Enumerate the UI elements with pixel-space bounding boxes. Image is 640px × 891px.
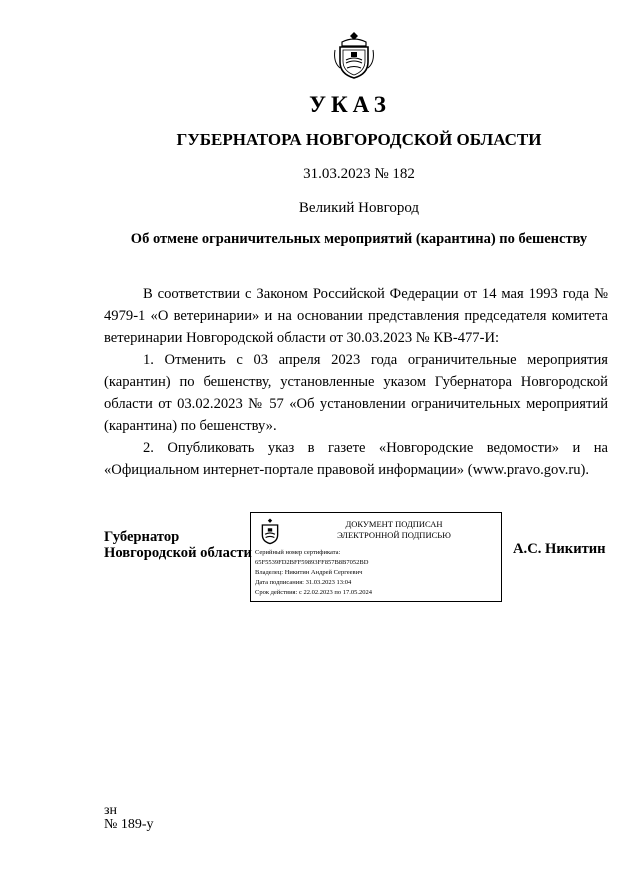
signatory-name: А.С. Никитин xyxy=(513,541,606,557)
coat-of-arms-icon xyxy=(332,30,376,80)
body-paragraph: В соответствии с Законом Российской Федерации от 14 мая 1993 года № 4979-1 «О ветеринарии» и на основании представления председателя комитета ветеринарии Новгородской области от 30.03.2023 № КВ-477-И: xyxy=(104,286,608,346)
document-title: УКАЗ xyxy=(309,92,391,117)
signatory-position-line1: Губернатор xyxy=(104,529,180,545)
document-footer xyxy=(104,804,154,832)
stamp-cert-number: 65F5539FD2BFF59893FF857B8B7052BD xyxy=(255,559,369,566)
body-paragraph: 1. Отменить с 03 апреля 2023 года ограничительные мероприятия (карантин) по бешенству, установленные указом Губернатора Новгородской области от 03.02.2023 № 57 «Об установлении ограничительных мероприятий (карантина) по бешенству». xyxy=(104,352,608,434)
signatory-position-line2: Новгородской области xyxy=(104,545,252,561)
footer-reference: № 189-у xyxy=(104,817,154,832)
body-paragraph: 2. Опубликовать указ в газете «Новгородские ведомости» и на «Официальном интернет-портале правовой информации» (www.pravo.gov.ru). xyxy=(104,440,608,478)
document-issuer: ГУБЕРНАТОРА НОВГОРОДСКОЙ ОБЛАСТИ xyxy=(176,130,542,149)
footer-initials: зн xyxy=(104,803,118,818)
document-subject: Об отмене ограничительных мероприятий (карантина) по бешенству xyxy=(130,231,588,247)
electronic-signature-stamp xyxy=(250,512,502,602)
document-date-number: 31.03.2023 № 182 xyxy=(303,166,415,182)
stamp-owner: Владелец: Никитин Андрей Сергеевич xyxy=(255,569,363,576)
stamp-cert-label: Серийный номер сертификата: xyxy=(255,549,341,556)
signatory-position xyxy=(104,529,252,561)
document-body xyxy=(104,283,608,481)
stamp-heading-line1: ДОКУМЕНТ ПОДПИСАН xyxy=(345,519,443,529)
stamp-signed-date: Дата подписания: 31.03.2023 13:04 xyxy=(255,579,352,586)
stamp-validity: Срок действия: с 22.02.2023 по 17.05.2024 xyxy=(255,589,372,596)
coat-of-arms-icon xyxy=(258,517,282,545)
stamp-heading-line2: ЭЛЕКТРОННОЙ ПОДПИСЬЮ xyxy=(337,530,451,540)
document-city: Великий Новгород xyxy=(298,200,420,216)
